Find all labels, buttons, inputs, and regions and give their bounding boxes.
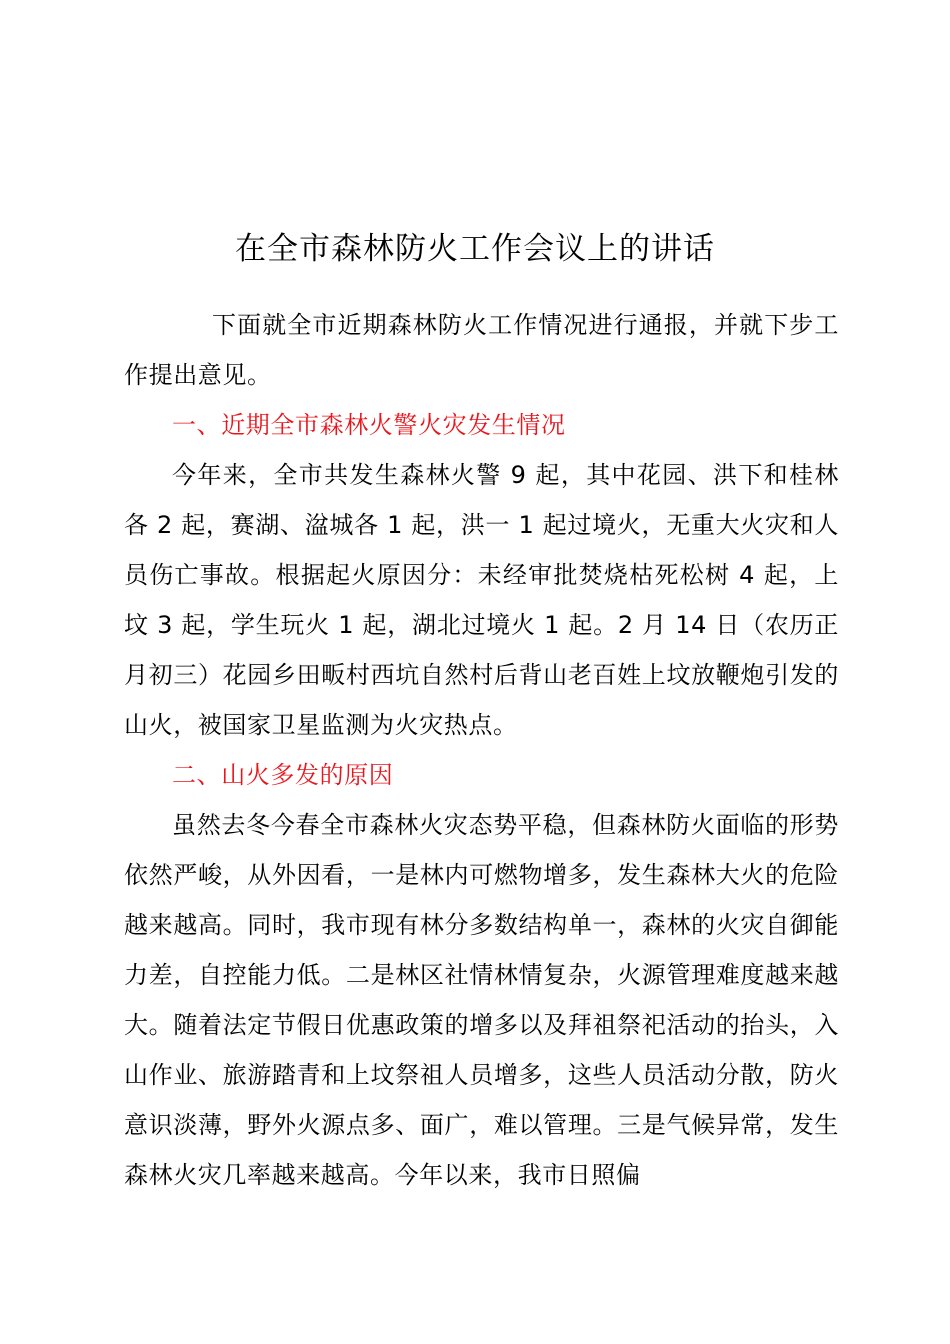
section-2-paragraph: 虽然去冬今春全市森林火灾态势平稳，但森林防火面临的形势依然严峻，从外因看，一是林内可燃物增多，发生森林大火的危险越来越高。同时，我市现有林分多数结构单一，森林的火灾自御能力差，自控能力低。二是林区社情林情复杂，火源管理难度越来越大。随着法定节假日优惠政策的增多以及拜祖祭祀活动的抬头，入山作业、旅游踏青和上坟祭祖人员增多，这些人员活动分散，防火意识淡薄，野外火源点多、面广，难以管理。三是气候异常，发生森林火灾几率越来越高。今年以来，我市日照偏	[124, 811, 839, 1189]
intro-paragraph: 下面就全市近期森林防火工作情况进行通报，并就下步工作提出意见。	[124, 311, 839, 389]
section-1-heading: 一、近期全市森林火警火灾发生情况	[172, 411, 566, 439]
section-1-paragraph: 今年来，全市共发生森林火警 9 起，其中花园、洪下和桂林各 2 起，赛湖、湓城各 1 起，洪一 1 起过境火，无重大火灾和人员伤亡事故。根据起火原因分：未经审批焚烧枯死松树 4 起，上坟 3 起，学生玩火 1 起，湖北过境火 1 起。2 月 14 日（农历正月初三）花园乡田畈村西坑自然村后背山老百姓上坟放鞭炮引发的山火，被国家卫星监测为火灾热点。	[124, 461, 839, 739]
document-body	[124, 300, 839, 1200]
document-title: 在全市森林防火工作会议上的讲话	[235, 231, 715, 267]
section-2-heading: 二、山火多发的原因	[172, 761, 394, 789]
